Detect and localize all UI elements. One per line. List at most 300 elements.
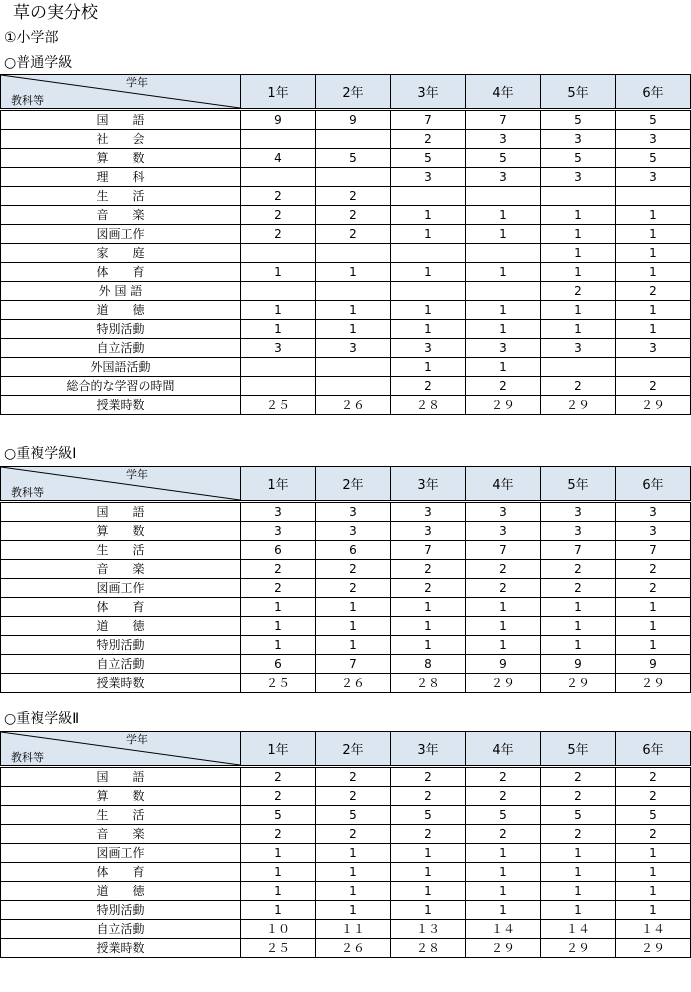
hours-cell: 1 xyxy=(391,844,466,863)
grade-axis-label: 学年 xyxy=(126,468,148,481)
table-row xyxy=(1,617,691,636)
total-hours-cell: ２６ xyxy=(316,939,391,958)
hours-cell: 2 xyxy=(541,825,616,844)
hours-cell: 1 xyxy=(541,206,616,225)
hours-cell: 2 xyxy=(391,579,466,598)
table-row xyxy=(1,339,691,358)
hours-cell: 3 xyxy=(466,502,541,522)
hours-cell: 1 xyxy=(241,598,316,617)
grade-header-3: 3年 xyxy=(391,467,466,502)
hours-cell: 2 xyxy=(466,825,541,844)
table-row xyxy=(1,225,691,244)
table-row xyxy=(1,560,691,579)
hours-cell: 3 xyxy=(241,339,316,358)
hours-cell xyxy=(316,130,391,149)
hours-cell: 1 xyxy=(616,301,691,320)
header-row xyxy=(1,732,691,767)
hours-cell: １０ xyxy=(241,920,316,939)
hours-cell: 3 xyxy=(616,339,691,358)
table-row xyxy=(1,130,691,149)
hours-cell: 2 xyxy=(391,130,466,149)
table-row xyxy=(1,825,691,844)
subject-cell: 自立活動 xyxy=(1,339,241,358)
hours-cell: 9 xyxy=(316,110,391,130)
hours-cell: 2 xyxy=(241,206,316,225)
grade-header-3: 3年 xyxy=(391,732,466,767)
hours-cell: 1 xyxy=(541,636,616,655)
hours-cell: 7 xyxy=(391,110,466,130)
subject-cell: 生 活 xyxy=(1,806,241,825)
hours-cell: 5 xyxy=(316,806,391,825)
hours-cell: 2 xyxy=(391,377,466,396)
grade-header-5: 5年 xyxy=(541,467,616,502)
hours-cell: 1 xyxy=(316,844,391,863)
hours-cell: １３ xyxy=(391,920,466,939)
hours-cell: １１ xyxy=(316,920,391,939)
subject-cell: 特別活動 xyxy=(1,320,241,339)
grade-header-1: 1年 xyxy=(241,467,316,502)
grade-header-1: 1年 xyxy=(241,732,316,767)
table-row xyxy=(1,263,691,282)
hours-cell: 3 xyxy=(316,339,391,358)
hours-cell: 1 xyxy=(466,320,541,339)
hours-cell: 2 xyxy=(616,787,691,806)
corner-header-cell xyxy=(1,467,241,502)
subject-axis-label: 教科等 xyxy=(11,486,44,499)
hours-cell: 2 xyxy=(241,579,316,598)
subject-cell: 図画工作 xyxy=(1,844,241,863)
hours-cell: 2 xyxy=(391,560,466,579)
grade-header-4: 4年 xyxy=(466,75,541,110)
hours-cell: 1 xyxy=(616,598,691,617)
hours-cell: 1 xyxy=(466,358,541,377)
hours-cell: 1 xyxy=(241,636,316,655)
hours-cell: 5 xyxy=(466,149,541,168)
hours-cell: 3 xyxy=(466,522,541,541)
hours-cell: 1 xyxy=(541,320,616,339)
hours-cell xyxy=(241,358,316,377)
hours-cell: 3 xyxy=(541,130,616,149)
hours-cell: 3 xyxy=(616,502,691,522)
hours-cell: 7 xyxy=(541,541,616,560)
total-hours-cell: ２９ xyxy=(541,939,616,958)
hours-cell: 1 xyxy=(541,301,616,320)
hours-cell: 1 xyxy=(616,206,691,225)
subject-cell: 音 楽 xyxy=(1,206,241,225)
hours-cell: 2 xyxy=(316,560,391,579)
subject-cell: 国 語 xyxy=(1,110,241,130)
hours-cell: 1 xyxy=(391,320,466,339)
hours-cell: 2 xyxy=(316,225,391,244)
hours-cell: 7 xyxy=(391,541,466,560)
hours-cell: 3 xyxy=(616,130,691,149)
hours-cell: 5 xyxy=(541,806,616,825)
grade-header-2: 2年 xyxy=(316,467,391,502)
subject-cell: 道 徳 xyxy=(1,301,241,320)
hours-cell: 3 xyxy=(391,502,466,522)
corner-header-cell xyxy=(1,75,241,110)
hours-cell: 1 xyxy=(391,882,466,901)
subject-cell: 図画工作 xyxy=(1,225,241,244)
table-row xyxy=(1,282,691,301)
total-label-cell: 授業時数 xyxy=(1,396,241,415)
total-hours-cell: ２９ xyxy=(466,939,541,958)
table-row xyxy=(1,320,691,339)
total-hours-cell: ２９ xyxy=(616,939,691,958)
hours-cell: 3 xyxy=(616,522,691,541)
hours-cell: 1 xyxy=(466,263,541,282)
total-hours-cell: ２５ xyxy=(241,674,316,693)
hours-cell: 5 xyxy=(616,806,691,825)
subject-cell: 特別活動 xyxy=(1,901,241,920)
hours-cell: 7 xyxy=(466,541,541,560)
hours-cell: １４ xyxy=(616,920,691,939)
hours-cell: 1 xyxy=(541,844,616,863)
total-hours-cell: ２６ xyxy=(316,396,391,415)
table-row xyxy=(1,377,691,396)
table-row xyxy=(1,787,691,806)
hours-cell: 5 xyxy=(391,806,466,825)
hours-cell: 1 xyxy=(541,225,616,244)
hours-cell: 2 xyxy=(466,579,541,598)
hours-cell xyxy=(616,358,691,377)
table-row xyxy=(1,187,691,206)
hours-cell: １４ xyxy=(466,920,541,939)
multiple-class-1-title: ○重複学級Ⅰ xyxy=(4,446,77,462)
hours-cell: 5 xyxy=(241,806,316,825)
subject-axis-label: 教科等 xyxy=(11,751,44,764)
hours-cell: 1 xyxy=(241,617,316,636)
table-row xyxy=(1,244,691,263)
table-row xyxy=(1,168,691,187)
grade-header-2: 2年 xyxy=(316,75,391,110)
hours-cell: 3 xyxy=(241,522,316,541)
grade-header-1: 1年 xyxy=(241,75,316,110)
hours-cell xyxy=(241,282,316,301)
table-row xyxy=(1,767,691,787)
hours-cell: 1 xyxy=(391,206,466,225)
total-hours-cell: ２９ xyxy=(616,396,691,415)
hours-cell: 6 xyxy=(241,541,316,560)
hours-cell: 2 xyxy=(541,282,616,301)
multiple-class-2-title: ○重複学級Ⅱ xyxy=(4,711,80,727)
hours-cell: 2 xyxy=(316,579,391,598)
grade-header-3: 3年 xyxy=(391,75,466,110)
hours-cell: 3 xyxy=(541,502,616,522)
hours-cell xyxy=(316,168,391,187)
subject-cell: 算 数 xyxy=(1,787,241,806)
subject-cell: 社 会 xyxy=(1,130,241,149)
hours-cell: 1 xyxy=(541,882,616,901)
subject-cell: 体 育 xyxy=(1,263,241,282)
table-row xyxy=(1,844,691,863)
hours-cell: 1 xyxy=(466,901,541,920)
hours-cell: 1 xyxy=(466,882,541,901)
table-row xyxy=(1,358,691,377)
hours-cell: 3 xyxy=(241,502,316,522)
hours-cell: 1 xyxy=(316,320,391,339)
hours-cell xyxy=(466,187,541,206)
hours-cell xyxy=(241,377,316,396)
hours-cell: 2 xyxy=(391,787,466,806)
hours-cell: 1 xyxy=(391,617,466,636)
grade-header-6: 6年 xyxy=(616,732,691,767)
hours-cell: 1 xyxy=(241,844,316,863)
subject-cell: 国 語 xyxy=(1,502,241,522)
hours-cell: 1 xyxy=(391,358,466,377)
hours-cell: 1 xyxy=(241,320,316,339)
hours-cell: 1 xyxy=(466,863,541,882)
hours-cell: 2 xyxy=(316,825,391,844)
subject-cell: 特別活動 xyxy=(1,636,241,655)
hours-cell: 7 xyxy=(316,655,391,674)
hours-cell xyxy=(316,244,391,263)
hours-cell: 1 xyxy=(316,863,391,882)
hours-cell: 1 xyxy=(466,301,541,320)
hours-cell xyxy=(616,187,691,206)
hours-cell xyxy=(391,187,466,206)
hours-cell: 1 xyxy=(616,617,691,636)
hours-cell: 1 xyxy=(616,244,691,263)
hours-cell: 2 xyxy=(541,787,616,806)
hours-cell xyxy=(241,168,316,187)
hours-cell xyxy=(466,282,541,301)
hours-cell xyxy=(316,377,391,396)
hours-cell xyxy=(316,358,391,377)
hours-cell: 1 xyxy=(466,598,541,617)
hours-cell: 2 xyxy=(616,282,691,301)
hours-cell: 3 xyxy=(391,339,466,358)
table-row xyxy=(1,806,691,825)
subject-cell: 生 活 xyxy=(1,187,241,206)
hours-cell: 6 xyxy=(241,655,316,674)
total-row xyxy=(1,939,691,958)
hours-cell: 1 xyxy=(391,301,466,320)
subject-cell: 理 科 xyxy=(1,168,241,187)
hours-cell: 1 xyxy=(466,206,541,225)
total-hours-cell: ２９ xyxy=(541,674,616,693)
total-hours-cell: ２９ xyxy=(466,674,541,693)
hours-cell: 4 xyxy=(241,149,316,168)
subject-cell: 音 楽 xyxy=(1,560,241,579)
hours-cell: １４ xyxy=(541,920,616,939)
table-row xyxy=(1,206,691,225)
hours-cell: 7 xyxy=(466,110,541,130)
hours-cell: 1 xyxy=(316,636,391,655)
hours-cell: 6 xyxy=(316,541,391,560)
table-row xyxy=(1,301,691,320)
hours-cell: 2 xyxy=(616,579,691,598)
total-hours-cell: ２５ xyxy=(241,396,316,415)
hours-cell: 1 xyxy=(616,901,691,920)
hours-cell: 1 xyxy=(616,844,691,863)
corner-header-cell xyxy=(1,732,241,767)
table-row xyxy=(1,502,691,522)
hours-cell: 1 xyxy=(541,901,616,920)
hours-cell: 3 xyxy=(466,130,541,149)
subject-cell: 体 育 xyxy=(1,863,241,882)
hours-cell: 5 xyxy=(616,149,691,168)
hours-cell xyxy=(241,244,316,263)
hours-cell: 3 xyxy=(391,522,466,541)
subject-cell: 外国語活動 xyxy=(1,358,241,377)
hours-cell: 1 xyxy=(541,263,616,282)
hours-cell xyxy=(316,282,391,301)
hours-cell: 2 xyxy=(466,787,541,806)
subject-cell: 総合的な学習の時間 xyxy=(1,377,241,396)
hours-cell: 1 xyxy=(241,901,316,920)
hours-cell: 1 xyxy=(391,636,466,655)
hours-cell: 2 xyxy=(391,825,466,844)
hours-cell: 9 xyxy=(541,655,616,674)
grade-axis-label: 学年 xyxy=(126,733,148,746)
hours-cell: 9 xyxy=(616,655,691,674)
grade-header-4: 4年 xyxy=(466,467,541,502)
hours-cell: 1 xyxy=(241,301,316,320)
hours-cell xyxy=(541,187,616,206)
table-row xyxy=(1,882,691,901)
hours-cell: 1 xyxy=(391,263,466,282)
hours-cell: 2 xyxy=(541,579,616,598)
hours-cell: 3 xyxy=(466,168,541,187)
hours-cell: 2 xyxy=(391,767,466,787)
hours-cell: 3 xyxy=(466,339,541,358)
hours-cell: 3 xyxy=(541,522,616,541)
hours-cell xyxy=(391,244,466,263)
multiple-class-1-table xyxy=(0,466,691,693)
department-title: ①小学部 xyxy=(4,30,59,46)
hours-cell: 1 xyxy=(316,617,391,636)
subject-cell: 家 庭 xyxy=(1,244,241,263)
hours-cell: 5 xyxy=(616,110,691,130)
hours-cell: 9 xyxy=(241,110,316,130)
hours-cell: 2 xyxy=(316,787,391,806)
hours-cell: 1 xyxy=(391,225,466,244)
subject-cell: 算 数 xyxy=(1,149,241,168)
grade-header-6: 6年 xyxy=(616,75,691,110)
grade-header-5: 5年 xyxy=(541,75,616,110)
hours-cell: 1 xyxy=(541,863,616,882)
total-hours-cell: ２９ xyxy=(541,396,616,415)
subject-cell: 自立活動 xyxy=(1,920,241,939)
table-row xyxy=(1,598,691,617)
subject-cell: 道 徳 xyxy=(1,617,241,636)
hours-cell: 3 xyxy=(541,339,616,358)
total-label-cell: 授業時数 xyxy=(1,674,241,693)
hours-cell: 3 xyxy=(316,522,391,541)
subject-cell: 図画工作 xyxy=(1,579,241,598)
regular-class-title: ○普通学級 xyxy=(4,55,73,71)
hours-cell: 2 xyxy=(241,225,316,244)
total-hours-cell: ２８ xyxy=(391,939,466,958)
hours-cell: 1 xyxy=(466,844,541,863)
hours-cell: 3 xyxy=(391,168,466,187)
hours-cell: 2 xyxy=(241,767,316,787)
table-row xyxy=(1,541,691,560)
hours-cell: 2 xyxy=(616,560,691,579)
hours-cell: 8 xyxy=(391,655,466,674)
table-row xyxy=(1,579,691,598)
hours-cell: 3 xyxy=(616,168,691,187)
total-row xyxy=(1,396,691,415)
page-title: 草の実分校 xyxy=(13,3,98,23)
grade-header-5: 5年 xyxy=(541,732,616,767)
hours-cell: 1 xyxy=(541,598,616,617)
hours-cell: 1 xyxy=(241,863,316,882)
grade-header-6: 6年 xyxy=(616,467,691,502)
hours-cell: 2 xyxy=(241,787,316,806)
table-row xyxy=(1,920,691,939)
subject-cell: 外 国 語 xyxy=(1,282,241,301)
hours-cell: 2 xyxy=(316,187,391,206)
hours-cell: 2 xyxy=(616,825,691,844)
hours-cell: 2 xyxy=(241,560,316,579)
hours-cell: 1 xyxy=(241,882,316,901)
hours-cell xyxy=(241,130,316,149)
hours-cell: 2 xyxy=(316,206,391,225)
total-row xyxy=(1,674,691,693)
subject-axis-label: 教科等 xyxy=(11,94,44,107)
hours-cell: 7 xyxy=(616,541,691,560)
hours-cell: 1 xyxy=(391,598,466,617)
hours-cell: 2 xyxy=(466,560,541,579)
total-hours-cell: ２９ xyxy=(466,396,541,415)
table-row xyxy=(1,636,691,655)
total-label-cell: 授業時数 xyxy=(1,939,241,958)
hours-cell xyxy=(466,244,541,263)
table-row xyxy=(1,110,691,130)
hours-cell: 1 xyxy=(541,617,616,636)
total-hours-cell: ２９ xyxy=(616,674,691,693)
hours-cell: 2 xyxy=(466,767,541,787)
total-hours-cell: ２８ xyxy=(391,674,466,693)
regular-class-table xyxy=(0,74,691,415)
hours-cell: 5 xyxy=(541,149,616,168)
grade-header-2: 2年 xyxy=(316,732,391,767)
subject-cell: 自立活動 xyxy=(1,655,241,674)
hours-cell: 1 xyxy=(316,263,391,282)
hours-cell: 1 xyxy=(241,263,316,282)
hours-cell: 1 xyxy=(616,263,691,282)
hours-cell: 1 xyxy=(391,901,466,920)
total-hours-cell: ２８ xyxy=(391,396,466,415)
hours-cell: 1 xyxy=(541,244,616,263)
hours-cell: 2 xyxy=(541,767,616,787)
table-row xyxy=(1,522,691,541)
hours-cell: 5 xyxy=(391,149,466,168)
hours-cell: 2 xyxy=(241,187,316,206)
hours-cell: 2 xyxy=(616,767,691,787)
hours-cell xyxy=(541,358,616,377)
hours-cell xyxy=(391,282,466,301)
subject-cell: 算 数 xyxy=(1,522,241,541)
hours-cell: 5 xyxy=(316,149,391,168)
hours-cell: 1 xyxy=(316,901,391,920)
total-hours-cell: ２６ xyxy=(316,674,391,693)
subject-cell: 生 活 xyxy=(1,541,241,560)
hours-cell: 2 xyxy=(541,560,616,579)
hours-cell: 2 xyxy=(616,377,691,396)
subject-cell: 音 楽 xyxy=(1,825,241,844)
hours-cell: 2 xyxy=(316,767,391,787)
table-row xyxy=(1,863,691,882)
hours-cell: 1 xyxy=(391,863,466,882)
subject-cell: 道 徳 xyxy=(1,882,241,901)
hours-cell: 1 xyxy=(316,301,391,320)
grade-axis-label: 学年 xyxy=(126,76,148,89)
table-row xyxy=(1,149,691,168)
total-hours-cell: ２５ xyxy=(241,939,316,958)
